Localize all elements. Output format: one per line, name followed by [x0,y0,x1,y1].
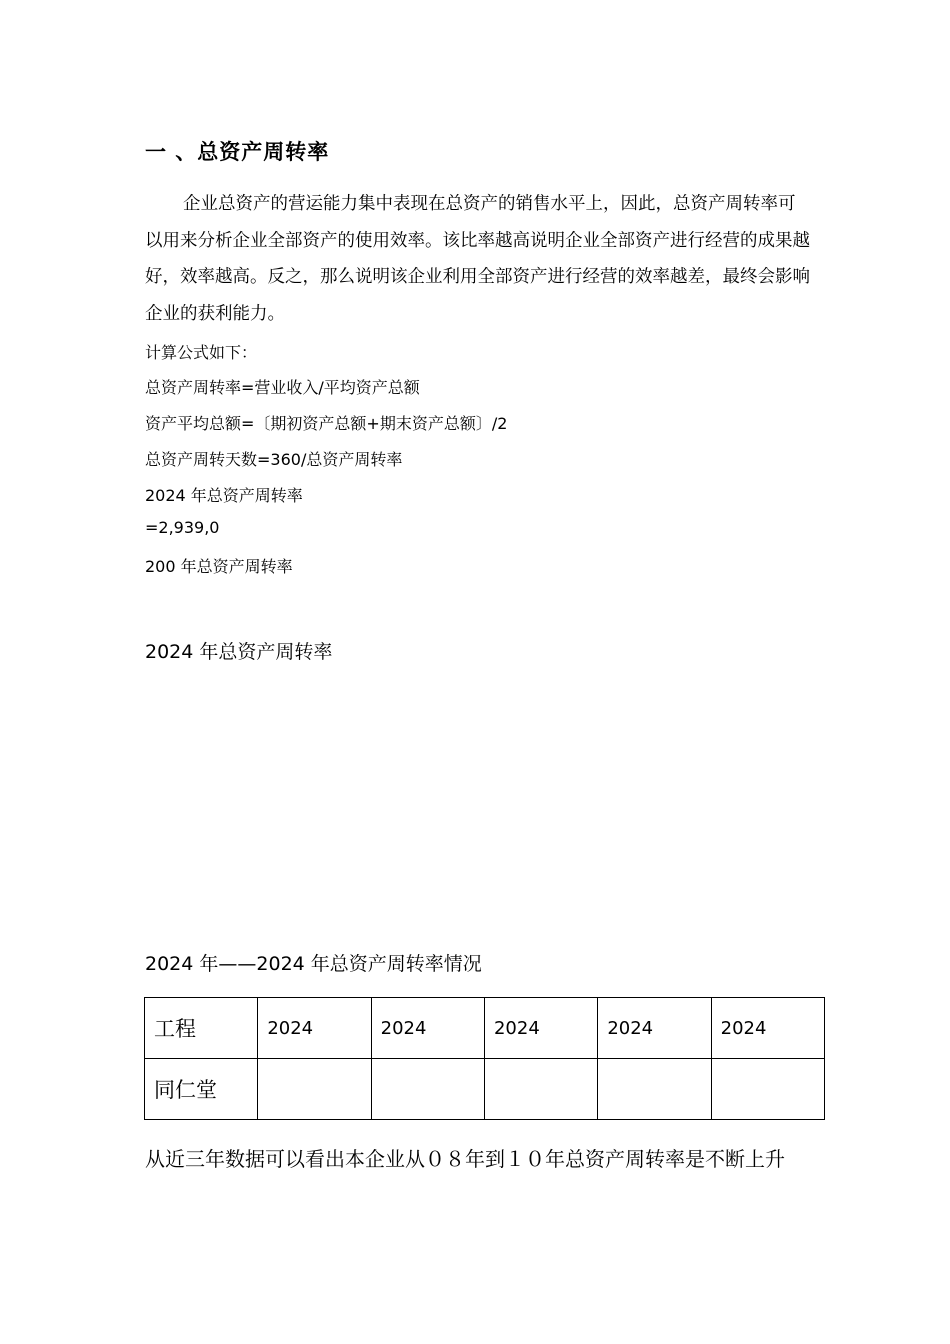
table-title: 2024 年——2024 年总资产周转率情况 [145,953,482,975]
table-header-cell: 2024 [258,998,371,1059]
turnover-value: =2,939,0 [145,518,220,537]
table-cell [711,1059,824,1120]
paragraph-text: 企业总资产的营运能力集中表现在总资产的销售水平上，因此，总资产周转率可以用来分析企业全部资产的使用效率。该比率越高说明企业全部资产进行经营的成果越好，效率越高。反之，那么说明该企业利用全部资产进行经营的效率越差，最终会影响企业的获利能力。 [145,194,810,324]
table-header-cell: 工程 [145,998,258,1059]
conclusion-text: 从近三年数据可以看出本企业从０８年到１０年总资产周转率是不断上升 [145,1147,785,1171]
formula-turnover-days: 总资产周转天数=360/总资产周转率 [145,450,403,469]
turnover-table [144,997,825,1120]
table-cell [371,1059,484,1120]
formula-average-assets: 资产平均总额=〔期初资产总额+期末资产总额〕/2 [145,414,508,433]
table-header-cell: 2024 [371,998,484,1059]
table-row [145,1059,825,1120]
year-turnover-label-2: 200 年总资产周转率 [145,557,293,576]
body-paragraph [145,186,810,332]
table-header-cell: 2024 [711,998,824,1059]
section-heading: 一 、总资产周转率 [145,140,330,164]
table-header-cell: 2024 [484,998,597,1059]
subheading-turnover: 2024 年总资产周转率 [145,641,333,663]
table-header-cell: 2024 [598,998,711,1059]
year-turnover-label: 2024 年总资产周转率 [145,486,303,505]
table-cell [598,1059,711,1120]
formula-intro: 计算公式如下： [145,343,258,362]
table-cell [258,1059,371,1120]
table-cell: 同仁堂 [145,1059,258,1120]
formula-turnover: 总资产周转率=营业收入/平均资产总额 [145,378,420,397]
table-cell [484,1059,597,1120]
table-header-row [145,998,825,1059]
